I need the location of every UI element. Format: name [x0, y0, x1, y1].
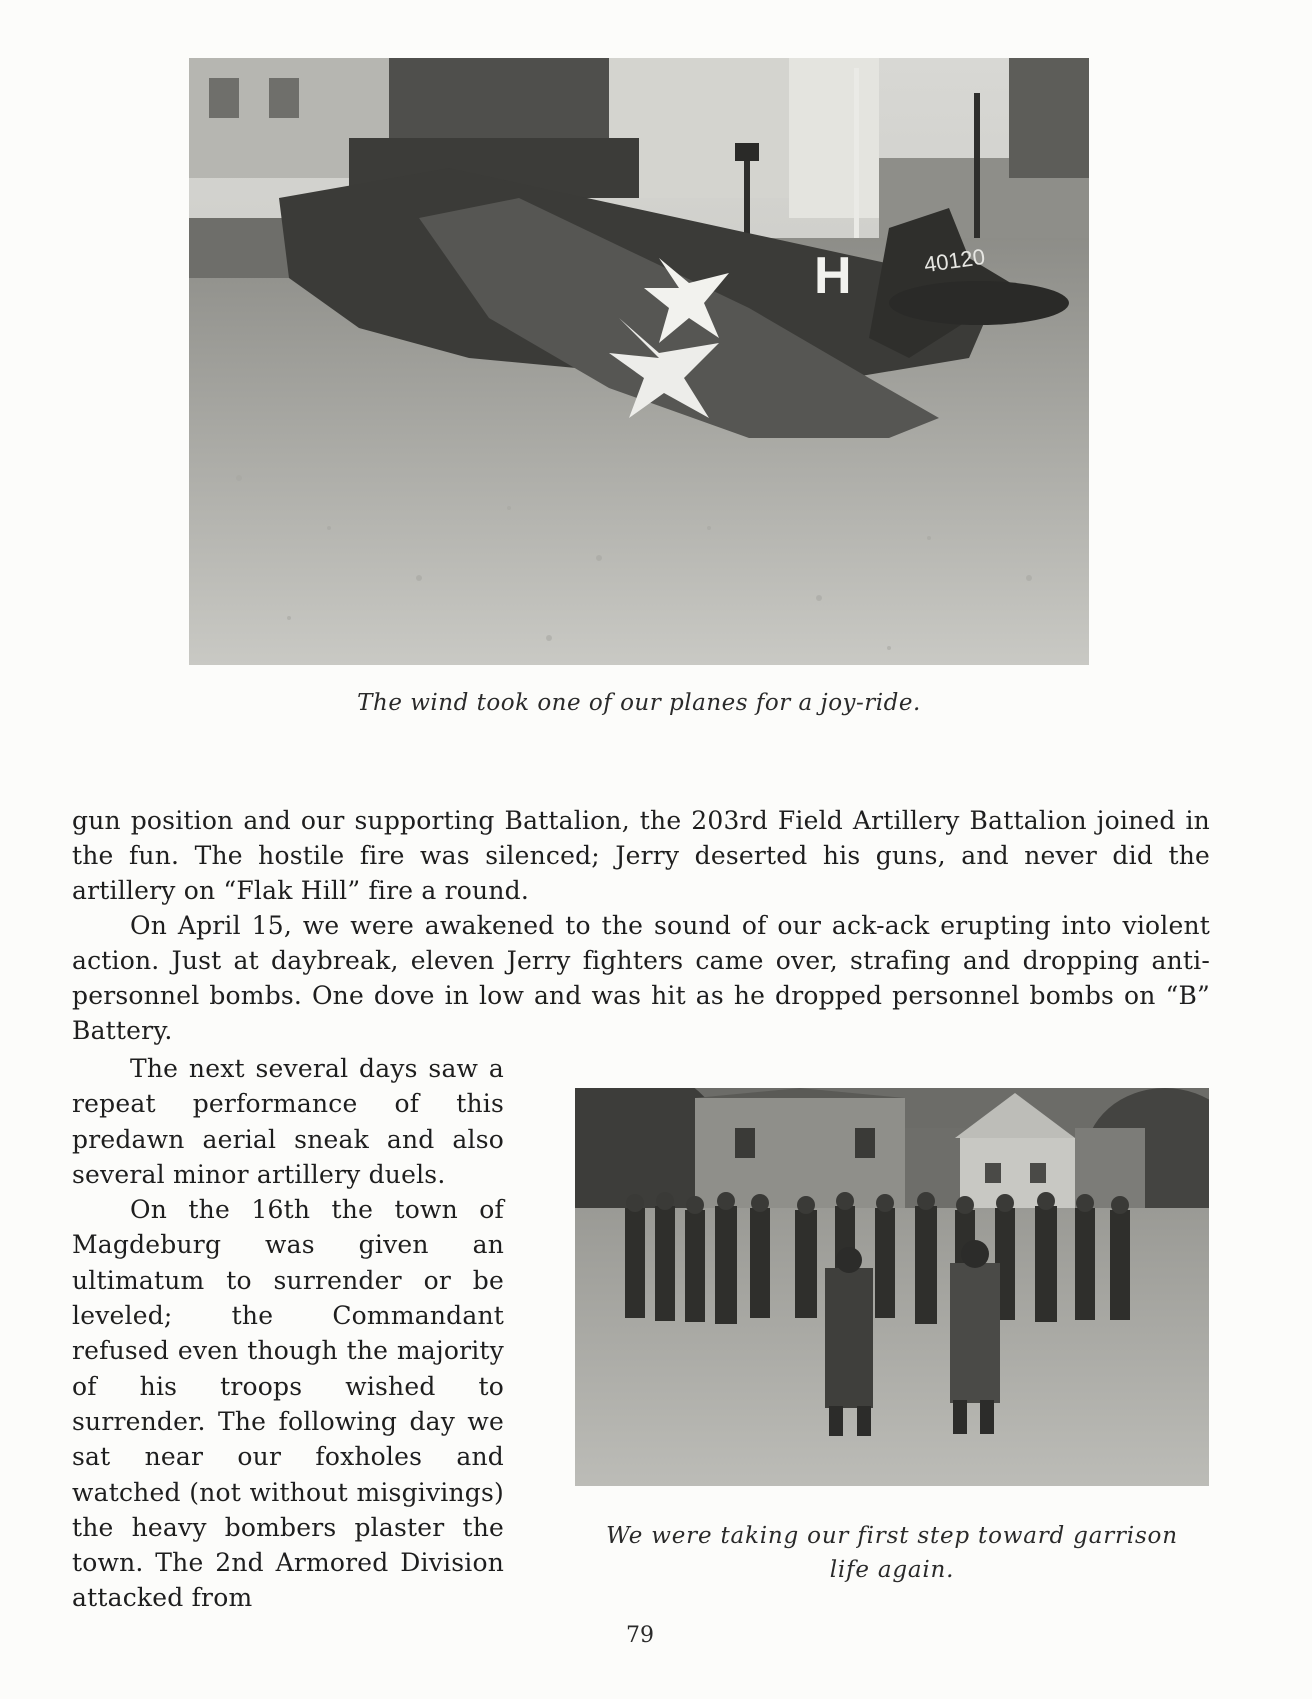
wrecked-plane-image [189, 58, 1089, 665]
bottom-caption-line-1: We were taking our first step toward garrison [606, 1523, 1178, 1549]
page-number: 79 [626, 1623, 654, 1648]
troops-formation-photo [575, 1088, 1209, 1486]
bottom-caption-line-2: life again. [829, 1557, 955, 1583]
paragraph-3: The next several days saw a repeat performance of this predawn aerial sneak and also several minor artillery duels. [72, 1054, 504, 1189]
top-photo-caption: The wind took one of our planes for a joy-ride. [357, 690, 921, 716]
paragraph-2: On April 15, we were awakened to the sound of our ack-ack erupting into violent action. Just at daybreak, eleven Jerry fighters came over, strafing and dropping anti-personnel bombs. One dove in low and was hit as he dropped personnel bombs on “B” Battery. [72, 911, 1210, 1045]
body-text-full-width [72, 803, 1210, 1048]
wrecked-plane-photo [189, 58, 1089, 665]
bottom-photo-caption [575, 1519, 1209, 1587]
paragraph-4: On the 16th the town of Magdeburg was given an ultimatum to surrender or be leveled; the Commandant refused even though the majority of his troops wished to surrender. The following day we sat near our foxholes and watched (not without misgivings) the heavy bombers plaster the town. The 2nd Armored Division attacked from [72, 1195, 504, 1613]
body-text-column [72, 1051, 504, 1616]
troops-formation-image [575, 1088, 1209, 1486]
paragraph-1: gun position and our supporting Battalion, the 203rd Field Artillery Battalion joined in the fun. The hostile fire was silenced; Jerry deserted his guns, and never did the artillery on “Flak Hill” fire a round. [72, 806, 1210, 905]
plane-tail-number: 40120 [922, 243, 987, 278]
plane-insignia-letter: H [814, 247, 852, 305]
